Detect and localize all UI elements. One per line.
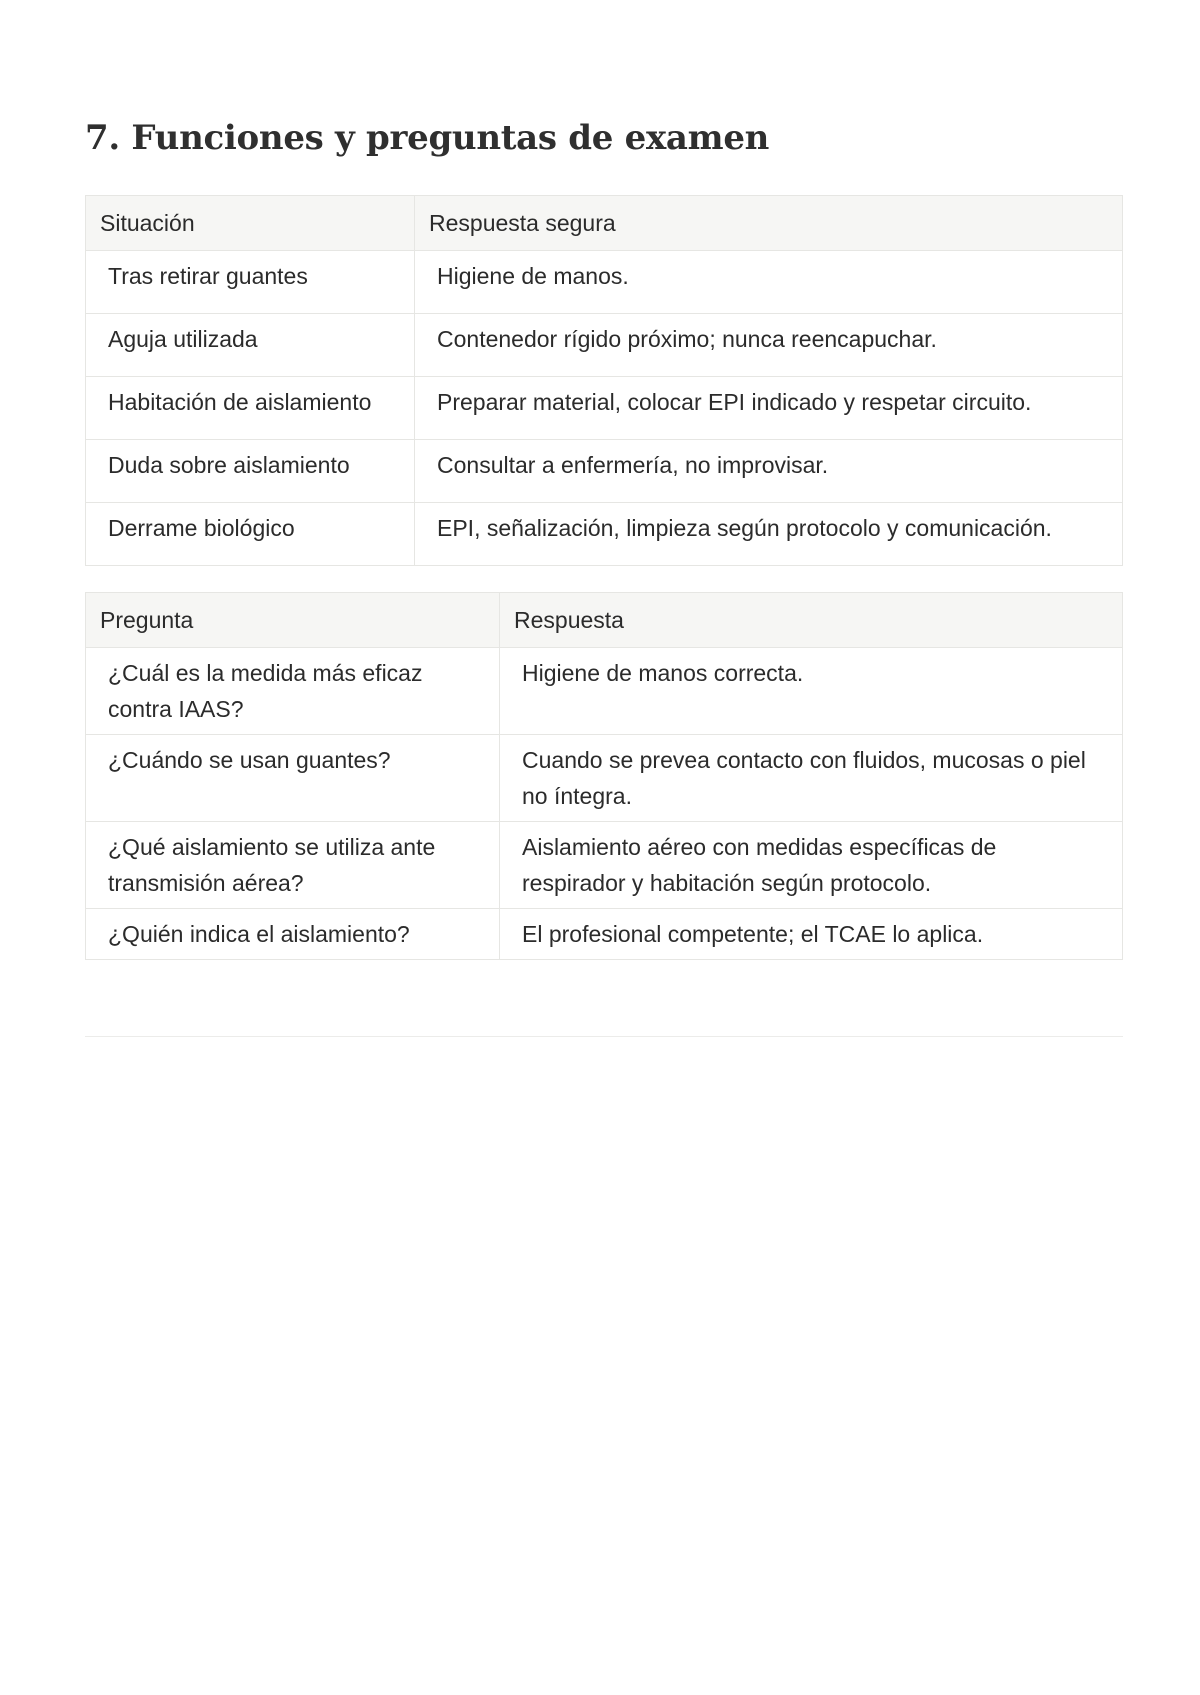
situation-cell: Habitación de aislamiento	[86, 377, 415, 440]
answer-cell: Higiene de manos correcta.	[500, 648, 1123, 735]
table-row	[86, 503, 1123, 566]
situation-cell: Tras retirar guantes	[86, 251, 415, 314]
safe-response-cell: Consultar a enfermería, no improvisar.	[415, 440, 1123, 503]
section-title: 7. Funciones y preguntas de examen	[85, 118, 770, 158]
column-header-situacion: Situación	[86, 196, 415, 251]
table-row	[86, 377, 1123, 440]
column-header-pregunta: Pregunta	[86, 593, 500, 648]
situation-cell: Aguja utilizada	[86, 314, 415, 377]
situations-table	[85, 195, 1123, 566]
safe-response-cell: EPI, señalización, limpieza según protocolo y comunicación.	[415, 503, 1123, 566]
answer-cell: Aislamiento aéreo con medidas específicas de respirador y habitación según protocolo.	[500, 822, 1123, 909]
question-cell: ¿Quién indica el aislamiento?	[86, 909, 500, 960]
table-row	[86, 822, 1123, 909]
table-header-row	[86, 196, 1123, 251]
safe-response-cell: Contenedor rígido próximo; nunca reencapuchar.	[415, 314, 1123, 377]
situation-cell: Duda sobre aislamiento	[86, 440, 415, 503]
answer-cell: El profesional competente; el TCAE lo aplica.	[500, 909, 1123, 960]
table-header-row	[86, 593, 1123, 648]
questions-table	[85, 592, 1123, 960]
safe-response-cell: Preparar material, colocar EPI indicado y respetar circuito.	[415, 377, 1123, 440]
table-row	[86, 314, 1123, 377]
safe-response-cell: Higiene de manos.	[415, 251, 1123, 314]
situation-cell: Derrame biológico	[86, 503, 415, 566]
answer-cell: Cuando se prevea contacto con fluidos, mucosas o piel no íntegra.	[500, 735, 1123, 822]
column-header-respuesta-segura: Respuesta segura	[415, 196, 1123, 251]
table-row	[86, 251, 1123, 314]
question-cell: ¿Cuándo se usan guantes?	[86, 735, 500, 822]
section-divider	[85, 1036, 1123, 1037]
question-cell: ¿Qué aislamiento se utiliza ante transmisión aérea?	[86, 822, 500, 909]
table-row	[86, 440, 1123, 503]
column-header-respuesta: Respuesta	[500, 593, 1123, 648]
table-row	[86, 735, 1123, 822]
table-row	[86, 909, 1123, 960]
table-row	[86, 648, 1123, 735]
question-cell: ¿Cuál es la medida más eficaz contra IAAS?	[86, 648, 500, 735]
